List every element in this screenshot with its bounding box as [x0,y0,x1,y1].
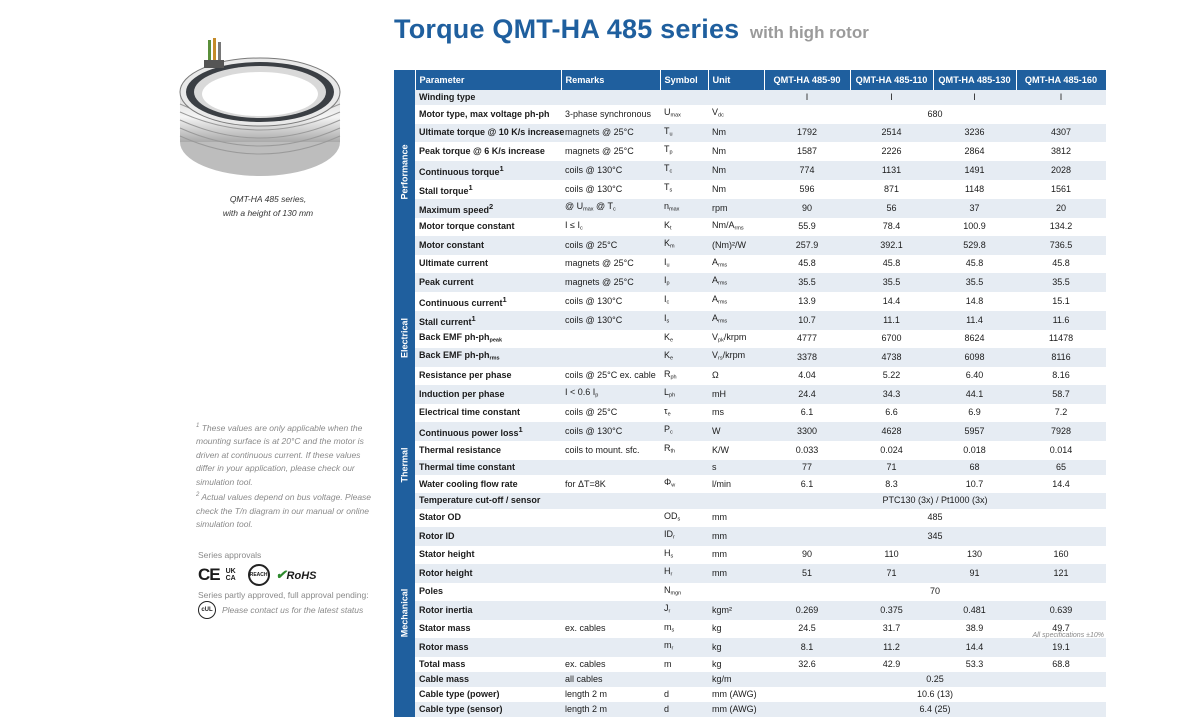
table-row: Water cooling flow rate for ΔT=8K $\Phi_w$ l/min 6.1 8.3 10.7 14.4 [419,476,1070,489]
table-row: Back EMF $ph-ph_{peak}$ $K_e$ $V_{pk}$/krpm 4777 6700 8624 11478 [419,331,1074,344]
table-row: Electrical time constant coils @ 25°C $\tau_e$ ms 6.1 6.6 6.9 7.2 [419,405,1068,418]
table-header-row [394,70,1106,90]
approvals-title: Series approvals [198,550,262,560]
table-row: Total mass ex. cables m kg 32.6 42.9 53.3 68.8 [419,658,1070,669]
reach-icon: REACH [248,564,270,586]
table-row: Peak current magnets @ 25°C $I_p$ $A_{rms}$ 35.5 35.5 35.5 35.5 [394,273,1106,292]
table-row: Stator mass ex. cables $m_s$ kg 24.5 31.7 38.9 49.7 [419,621,1070,634]
title-main: Torque QMT-HA 485 series [394,14,740,44]
pending-text: Please contact us for the latest status [222,605,364,615]
col-model-160: QMT-HA 485-160 [1016,70,1106,90]
table-row: Continuous current$^1$ coils @ 130°C $I_c$ $A_{rms}$ 13.9 14.4 14.8 15.1 [419,293,1070,308]
table-row: Motor torque constant $I \le I_c$ $K_t$ $Nm/A_{rms}$ 55.9 78.4 100.9 134.2 [419,219,1073,232]
table-row: Temperature cut-off / sensor PTC130 (3x) / Pt1000 (3x) [394,493,1106,508]
table-row: Stator height $H_s$ mm 90 110 130 160 [419,547,1069,560]
caption-line-2: with a height of 130 mm [222,208,314,218]
table-row: Back EMF $ph-ph_{rms}$ $K_e$ $V_{rs}$/krpm 3378 4738 6098 8116 [394,348,1106,367]
rohs-icon: ✔RoHS [275,567,317,582]
table-row: Performance Winding type I I I I [394,90,1106,105]
table-row: Rotor mass $m_r$ kg 8.1 11.2 14.4 19.1 [394,638,1106,657]
table-row: Rotor height $H_r$ mm 51 71 91 121 [394,564,1106,583]
table-row: Cable type (sensor) length 2 m d mm (AWG) 6.4 (25) [394,702,1106,717]
table-row: Stall torque$^1$ coils @ 130°C $T_s$ Nm 596 871 1148 1561 [419,181,1072,196]
table-row: Electrical Ultimate current magnets @ 25°C $I_u$ $A_{rms}$ 45.8 45.8 45.8 45.8 [394,255,1106,274]
title-subtitle: with high rotor [749,23,869,42]
group-performance: Performance [394,90,415,255]
footnotes [196,420,376,532]
pending-title: Series partly approved, full approval pending: [198,590,369,600]
table-row: Rotor ID $ID_r$ mm 345 [394,527,1106,546]
col-model-90: QMT-HA 485-90 [764,70,850,90]
col-model-130: QMT-HA 485-130 [933,70,1016,90]
cert-logos [198,564,316,586]
product-image [172,32,352,192]
table-row: Resistance per phase coils @ 25°C ex. cable $R_{ph}$ Ω 4.04 5.22 6.40 8.16 [419,368,1070,381]
table-row: Mechanical Stator OD $OD_s$ mm 485 [394,509,1106,528]
group-electrical: Electrical [394,255,415,423]
table-row: Thermal time constant s 77 71 68 65 [394,460,1106,475]
table-row: Rotor inertia $J_r$ kgm² 0.269 0.375 0.481 0.639 [394,601,1106,620]
group-mechanical: Mechanical [394,509,415,717]
table-row: Motor constant coils @ 25°C $K_m$ (Nm)²/W 257.9 392.1 529.8 736.5 [394,236,1106,255]
spec-table [394,70,1107,717]
ce-icon: CE [198,565,220,584]
cul-icon: cUL [198,601,216,619]
pending-row [198,601,363,619]
footnote-2: $^2$ Actual values depend on bus voltage. Please check the T/n diagram in our manual or online simulation tool. [196,492,372,530]
table-row: Thermal resistance coils to mount. sfc. $R_{th}$ K/W 0.033 0.024 0.018 0.014 [419,443,1073,455]
col-parameter: Parameter [415,70,561,90]
group-thermal: Thermal [394,422,415,508]
table-row: Motor type, max voltage ph-ph 3-phase synchronous $U_{max}$ $V_{dc}$ 680 [419,107,943,119]
table-row: Continuous torque$^1$ coils @ 130°C $T_c$ Nm 774 1131 1491 2028 [394,161,1106,180]
table-row: Ultimate torque @ 10 K/s increase magnets @ 25°C $T_u$ Nm 1792 2514 3236 4307 [394,124,1106,143]
specifications-note: All specifications ±10% [1032,632,1104,639]
product-caption [198,192,338,220]
table-row: Maximum speed$^2$ @ $U_{max}$ @ $T_c$ $n_{max}$ rpm 90 56 37 20 [394,199,1106,218]
footnote-1: $^1$ These values are only applicable when the mounting surface is at 20°C and the motor is driven at continuous current. If these values differ in your application, please check our simulation tool. [196,422,364,487]
table-row: Poles $N_{mgn}$ 70 [419,584,940,597]
table-row: Induction per phase I < 0.6 $I_p$ $L_{ph}$ mH 24.4 34.3 44.1 58.7 [394,385,1106,404]
table-row: Thermal Continuous power loss$^1$ coils @ 130°C $P_c$ W 3300 4628 5957 7928 [394,422,1106,441]
page-title [394,14,869,45]
col-unit: Unit [708,70,764,90]
col-symbol: Symbol [660,70,708,90]
table-row: Stall current$^1$ coils @ 130°C $I_s$ $A_{rms}$ 10.7 11.1 11.4 11.6 [394,311,1106,330]
table-row: Peak torque @ 6 K/s increase magnets @ 25°C $T_p$ Nm 1587 2226 2864 3812 [419,144,1072,156]
col-remarks: Remarks [561,70,660,90]
col-model-110: QMT-HA 485-110 [850,70,933,90]
table-row: Cable type (power) length 2 m d mm (AWG) 10.6 (13) [419,689,954,700]
caption-line-1: QMT-HA 485 series, [229,194,307,204]
ukca-icon: UK CA [225,568,236,582]
table-row: Cable mass all cables kg/m 0.25 [394,672,1106,687]
